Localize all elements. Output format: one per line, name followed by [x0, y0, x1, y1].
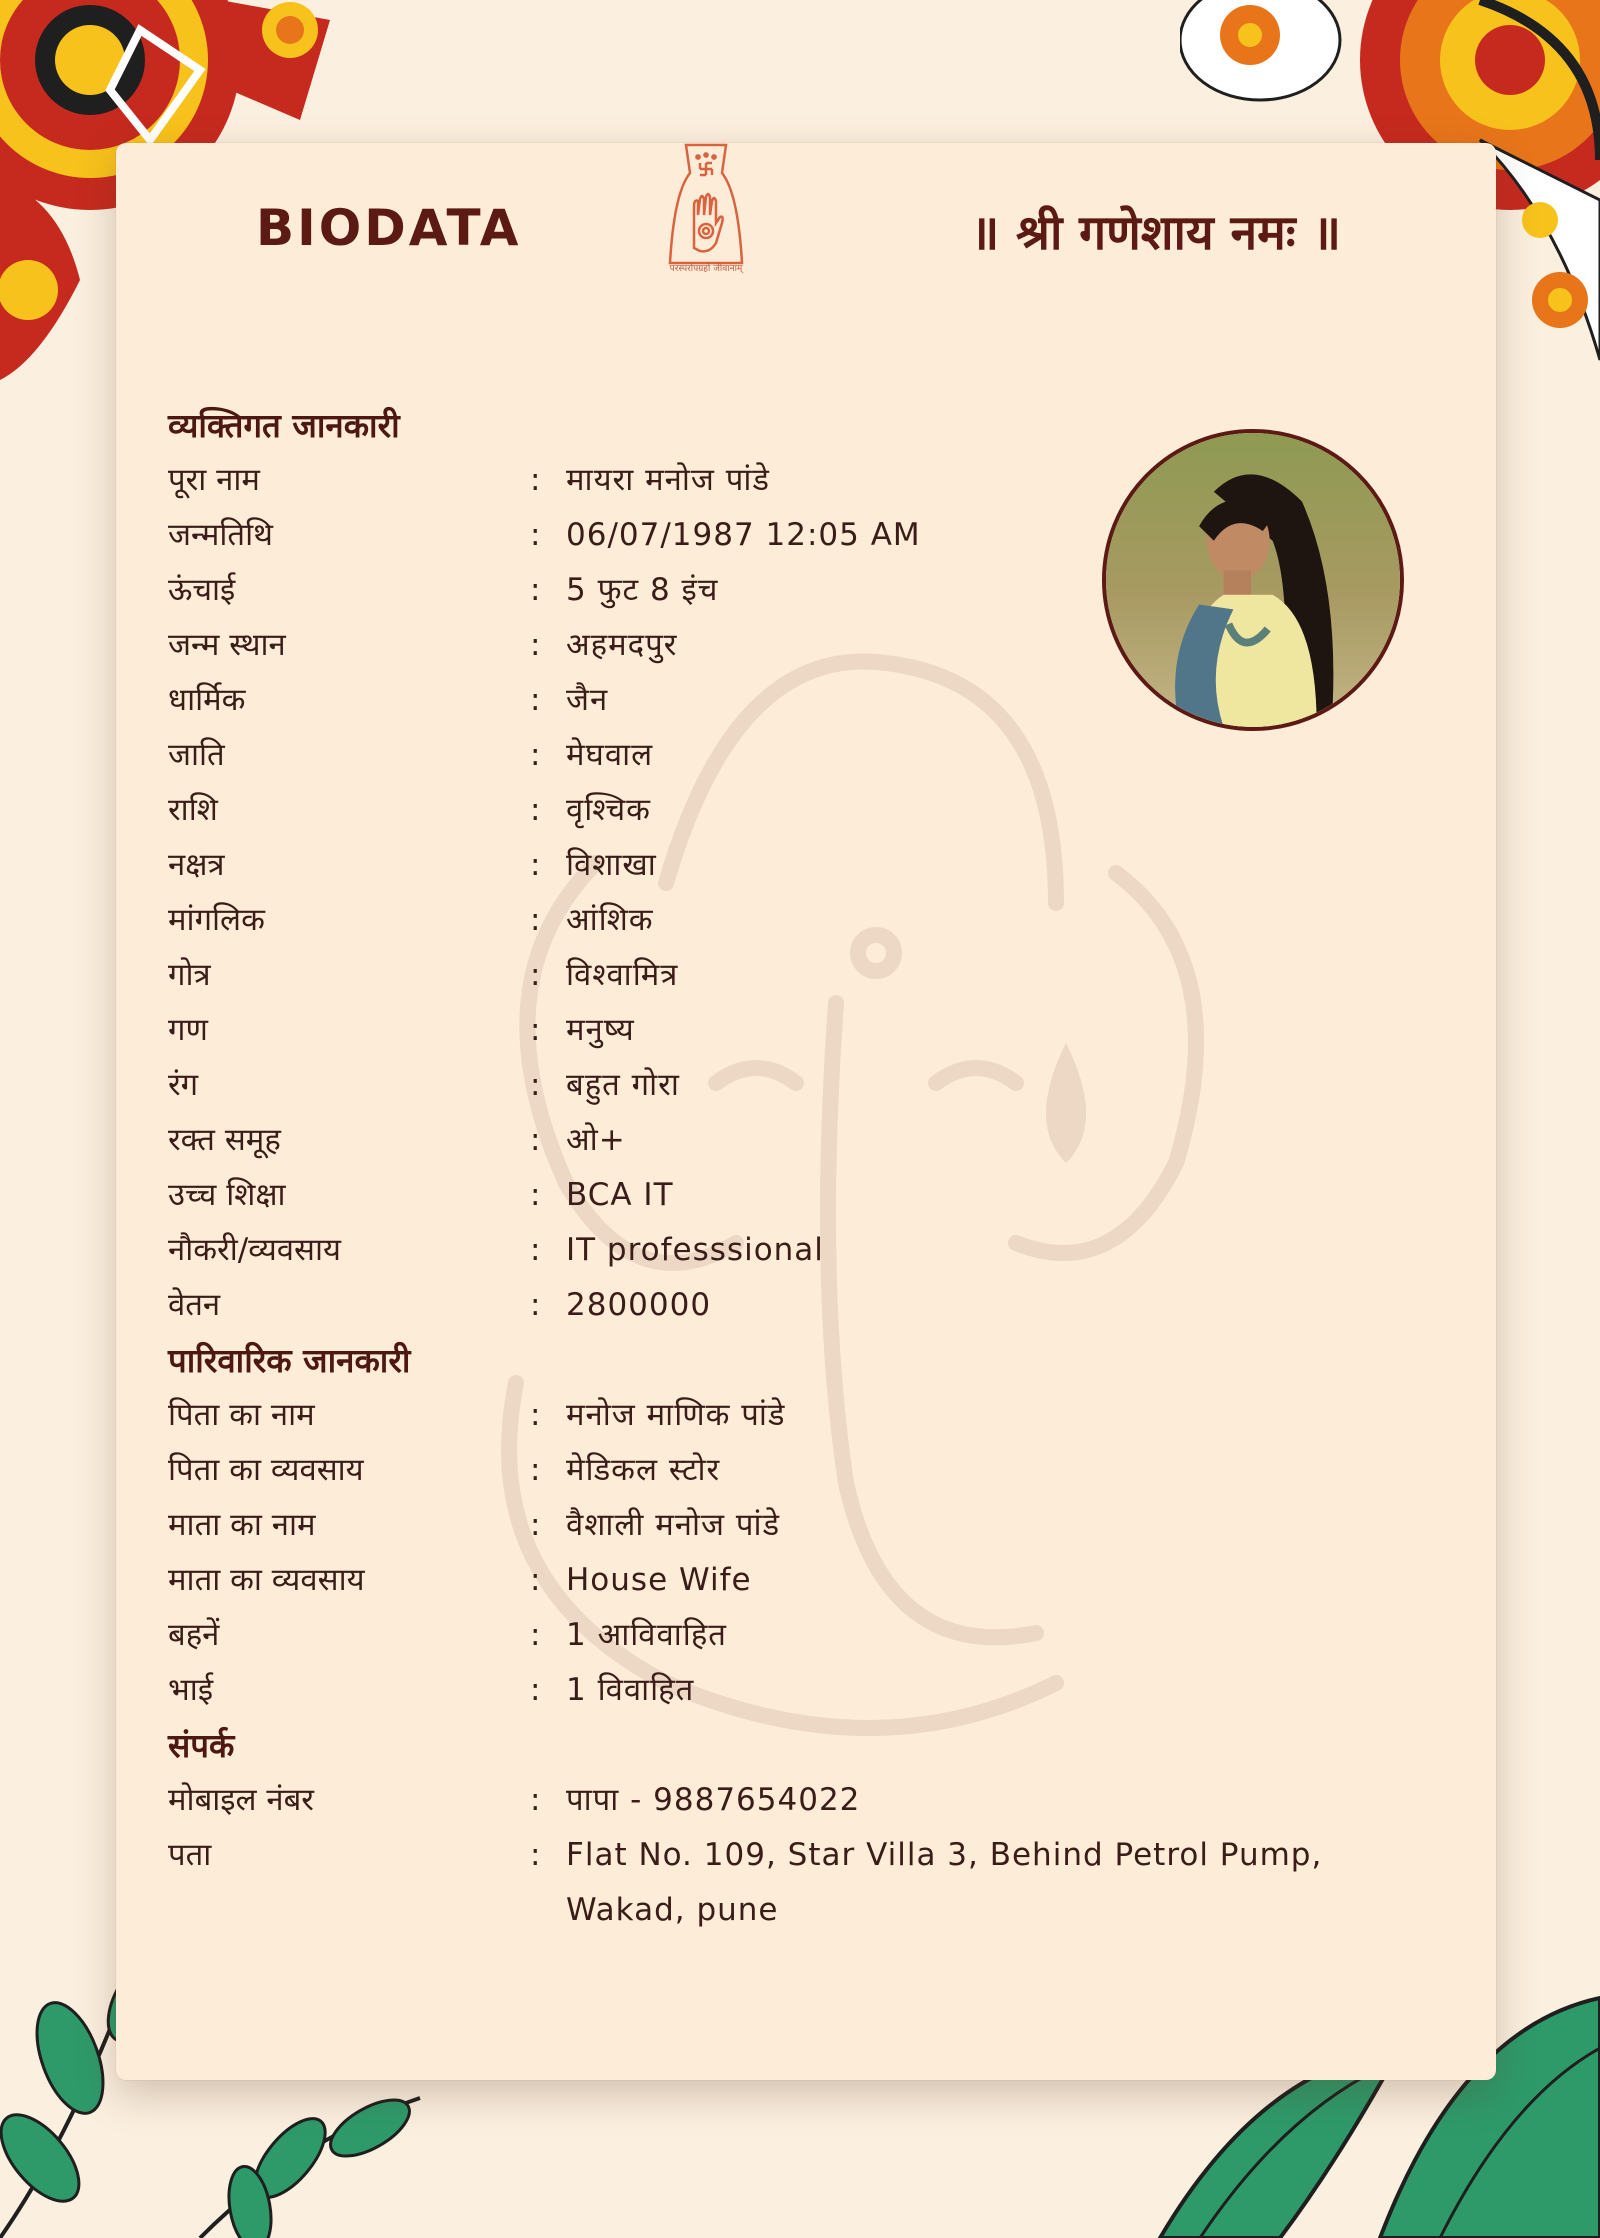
- field-value: बहुत गोरा: [566, 1067, 680, 1103]
- family-section-title: पारिवारिक जानकारी: [168, 1341, 411, 1380]
- field-row: [168, 1388, 1488, 1443]
- field-label: उच्च शिक्षा: [168, 1177, 286, 1213]
- field-label: रंग: [168, 1067, 199, 1103]
- field-label: पूरा नाम: [168, 462, 260, 498]
- jain-emblem-icon: [656, 143, 756, 273]
- field-separator: :: [530, 847, 541, 883]
- ganesh-mantra: ॥ श्री गणेशाय नमः ॥: [970, 205, 1341, 261]
- emblem-caption: परस्परोपग्रहो जीवानाम्: [669, 264, 743, 274]
- field-row: [168, 1608, 1488, 1663]
- field-label: पिता का व्यवसाय: [168, 1452, 364, 1488]
- field-value: 1 आविवाहित: [566, 1617, 727, 1653]
- field-value: आंशिक: [566, 902, 654, 938]
- field-value: Flat No. 109, Star Villa 3, Behind Petrol Pump, Wakad, pune: [566, 1837, 1323, 1928]
- field-label: भाई: [168, 1672, 214, 1708]
- field-label: रक्त समूह: [168, 1122, 281, 1158]
- field-row: [168, 1223, 1488, 1278]
- field-row: [168, 1663, 1488, 1718]
- field-label: मांगलिक: [168, 902, 265, 938]
- field-row: [168, 563, 1488, 618]
- field-separator: :: [530, 957, 541, 993]
- field-separator: :: [530, 682, 541, 718]
- field-separator: :: [530, 1452, 541, 1488]
- field-label: जन्मतिथि: [168, 517, 273, 553]
- field-separator: :: [530, 462, 541, 498]
- field-value: जैन: [566, 682, 609, 718]
- field-row: [168, 1773, 1488, 1828]
- field-row: [168, 1498, 1488, 1553]
- field-separator: :: [530, 1012, 541, 1048]
- field-label: धार्मिक: [168, 682, 246, 718]
- field-value: 06/07/1987 12:05 AM: [566, 517, 921, 553]
- field-row: [168, 838, 1488, 893]
- field-label: माता का नाम: [168, 1507, 316, 1543]
- field-separator: :: [530, 1067, 541, 1103]
- field-row: [168, 893, 1488, 948]
- field-separator: :: [530, 1122, 541, 1158]
- field-value: पापा - 9887654022: [566, 1782, 861, 1818]
- field-separator: :: [530, 1562, 541, 1598]
- field-label: गोत्र: [168, 957, 211, 993]
- field-value: ओ+: [566, 1122, 626, 1158]
- field-label: ऊंचाई: [168, 572, 236, 608]
- field-label: जन्म स्थान: [168, 627, 286, 663]
- field-label: पता: [168, 1837, 212, 1873]
- field-separator: :: [530, 1232, 541, 1268]
- field-value: मेघवाल: [566, 737, 654, 773]
- field-row: [168, 508, 1488, 563]
- field-value: मायरा मनोज पांडे: [566, 462, 770, 498]
- field-row: [168, 1278, 1488, 1333]
- field-value: IT professsional: [566, 1232, 824, 1268]
- field-value: वृश्चिक: [566, 792, 651, 828]
- field-separator: :: [530, 1177, 541, 1213]
- field-label: वेतन: [168, 1287, 221, 1323]
- field-label: जाति: [168, 737, 225, 773]
- field-row: [168, 783, 1488, 838]
- field-value: वैशाली मनोज पांडे: [566, 1507, 781, 1543]
- field-separator: :: [530, 572, 541, 608]
- field-row: [168, 1113, 1488, 1168]
- field-value: 2800000: [566, 1287, 712, 1323]
- biodata-content: [168, 398, 1488, 1938]
- field-label: नक्षत्र: [168, 847, 225, 883]
- field-row: [168, 1003, 1488, 1058]
- field-row: [168, 1443, 1488, 1498]
- field-separator: :: [530, 1617, 541, 1653]
- field-separator: :: [530, 792, 541, 828]
- field-value: मनोज माणिक पांडे: [566, 1397, 786, 1433]
- contact-section-title: संपर्क: [168, 1726, 235, 1765]
- field-label: नौकरी/व्यवसाय: [168, 1232, 341, 1268]
- field-separator: :: [530, 902, 541, 938]
- field-label: माता का व्यवसाय: [168, 1562, 365, 1598]
- field-value: मनुष्य: [566, 1012, 635, 1048]
- field-value: BCA IT: [566, 1177, 674, 1213]
- personal-section-title: व्यक्तिगत जानकारी: [168, 406, 400, 445]
- field-row: [168, 618, 1488, 673]
- field-separator: :: [530, 627, 541, 663]
- field-row: [168, 948, 1488, 1003]
- field-row: [168, 673, 1488, 728]
- field-row: [168, 1168, 1488, 1223]
- field-value: विश्वामित्र: [566, 957, 679, 993]
- field-row: [168, 453, 1488, 508]
- field-label: मोबाइल नंबर: [168, 1782, 314, 1818]
- field-value: विशाखा: [566, 847, 657, 883]
- field-row: [168, 1058, 1488, 1113]
- field-value: अहमदपुर: [566, 627, 678, 663]
- field-row: [168, 1553, 1488, 1608]
- field-row: [168, 728, 1488, 783]
- field-separator: :: [530, 1672, 541, 1708]
- field-label: बहनें: [168, 1617, 220, 1653]
- field-separator: :: [530, 1782, 541, 1818]
- field-label: पिता का नाम: [168, 1397, 315, 1433]
- field-separator: :: [530, 517, 541, 553]
- field-separator: :: [530, 1507, 541, 1543]
- field-separator: :: [530, 1837, 541, 1873]
- field-separator: :: [530, 737, 541, 773]
- field-value: मेडिकल स्टोर: [566, 1452, 721, 1488]
- field-value: House Wife: [566, 1562, 752, 1598]
- field-label: राशि: [168, 792, 218, 828]
- field-label: गण: [168, 1012, 208, 1048]
- biodata-title: BIODATA: [256, 199, 522, 257]
- field-separator: :: [530, 1397, 541, 1433]
- field-value: 5 फुट 8 इंच: [566, 572, 719, 608]
- field-value: 1 विवाहित: [566, 1672, 695, 1708]
- biodata-card: [116, 143, 1496, 2080]
- field-separator: :: [530, 1287, 541, 1323]
- field-row: [168, 1828, 1488, 1938]
